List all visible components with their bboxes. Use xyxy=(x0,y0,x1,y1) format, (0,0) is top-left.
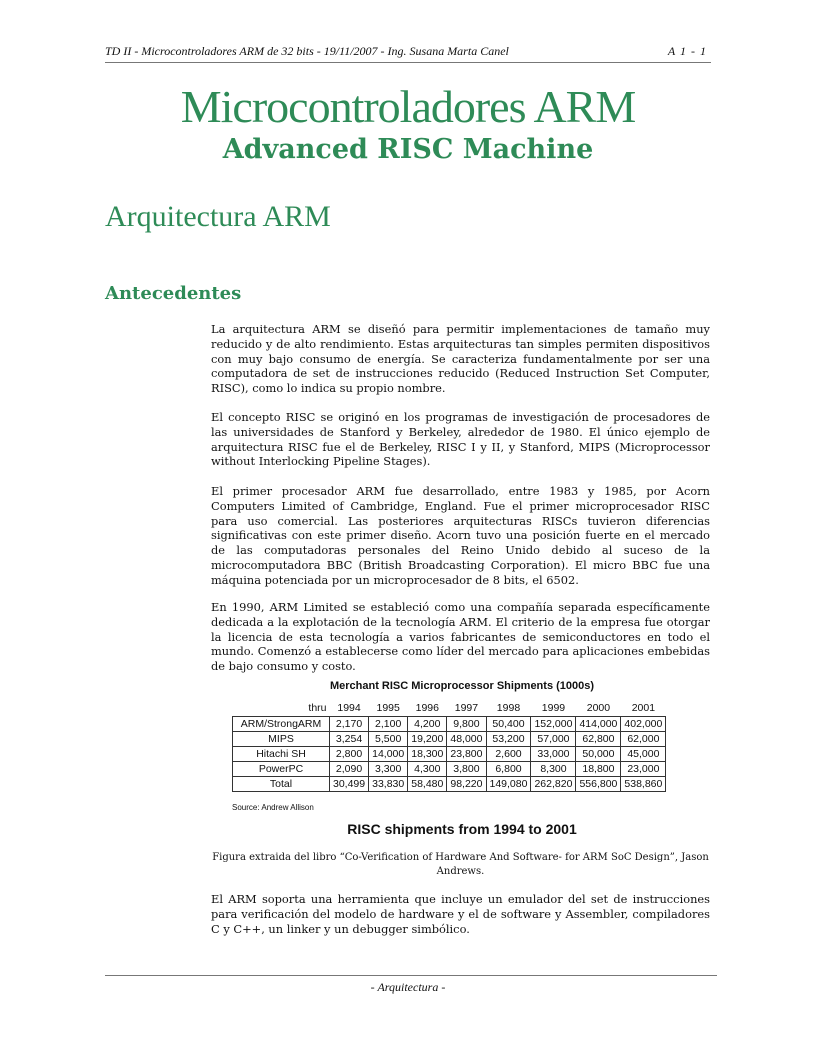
table-cell: 33,000 xyxy=(531,747,576,762)
table-cell: 50,000 xyxy=(576,747,621,762)
table-cell: 30,499 xyxy=(330,777,369,792)
table-cell: 8,300 xyxy=(531,762,576,777)
table-cell: 538,860 xyxy=(621,777,666,792)
row-label: MIPS xyxy=(233,732,330,747)
year-header: 2001 xyxy=(631,702,656,714)
table-cell: 62,800 xyxy=(576,732,621,747)
table-cell: 23,800 xyxy=(447,747,486,762)
row-label: Total xyxy=(233,777,330,792)
table-cell: 19,200 xyxy=(408,732,447,747)
year-header: 2000 xyxy=(586,702,611,714)
document-subtitle: Advanced RISC Machine xyxy=(222,134,594,165)
table-row xyxy=(233,762,666,777)
table-cell: 58,480 xyxy=(408,777,447,792)
subsection-heading: Antecedentes xyxy=(105,283,242,304)
paragraph: El primer procesador ARM fue desarrollado, entre 1983 y 1985, por Acorn Computers Limited of Cambridge, England. Fue el primer microprocesador RISC para uso comercial. Las posteriores arquitecturas RISCs tuvieron diferencias significativas con este primer diseño. Acorn tuvo una posición fuerte en el mercado de las computadoras personales del Reino Unido debido al suceso de la microcomputadora BBC (British Broadcasting Corporation). El micro BBC fue una máquina potenciada por un microprocesador de 8 bits, el 6502. xyxy=(211,484,710,587)
table-cell: 152,000 xyxy=(531,717,576,732)
shipments-table xyxy=(232,700,666,792)
table-cell: 2,600 xyxy=(486,747,531,762)
table-cell: 5,500 xyxy=(369,732,408,747)
table-cell: 18,800 xyxy=(576,762,621,777)
row-label: Hitachi SH xyxy=(233,747,330,762)
table-cell: 50,400 xyxy=(486,717,531,732)
table-cell: 556,800 xyxy=(576,777,621,792)
figure-source: Source: Andrew Allison xyxy=(232,803,314,812)
page-footer: - Arquitectura - xyxy=(370,980,446,994)
table-cell: 9,800 xyxy=(447,717,486,732)
table-cell: 33,830 xyxy=(369,777,408,792)
paragraph: El concepto RISC se originó en los programas de investigación de procesadores de las universidades de Stanford y Berkeley, alrededor de 1980. El único ejemplo de arquitectura RISC fue el de Berkeley, RISC I y II, y Stanford, MIPS (Microprocessor without Interlocking Pipeline Stages). xyxy=(211,410,710,469)
table-cell: 48,000 xyxy=(447,732,486,747)
table-cell: 57,000 xyxy=(531,732,576,747)
figure-title: Merchant RISC Microprocessor Shipments (1000s) xyxy=(329,680,595,692)
figure-subtitle: RISC shipments from 1994 to 2001 xyxy=(347,821,577,837)
table-cell: 3,300 xyxy=(369,762,408,777)
table-cell: 62,000 xyxy=(621,732,666,747)
section-heading: Arquitectura ARM xyxy=(105,200,331,233)
year-header: 1996 xyxy=(415,702,439,714)
row-label: ARM/StrongARM xyxy=(233,717,330,732)
header-left-text: TD II - Microcontroladores ARM de 32 bits - 19/11/2007 - Ing. Susana Marta Canel xyxy=(105,44,509,58)
row-label: PowerPC xyxy=(233,762,330,777)
table-cell: 2,800 xyxy=(330,747,369,762)
table-header-row xyxy=(233,700,666,717)
table-cell: 414,000 xyxy=(576,717,621,732)
footer-divider xyxy=(105,975,717,976)
table-cell: 23,000 xyxy=(621,762,666,777)
table-cell: 3,254 xyxy=(330,732,369,747)
page-number: A 1 - 1 xyxy=(667,44,707,58)
table-cell: 2,170 xyxy=(330,717,369,732)
table-cell: 402,000 xyxy=(621,717,666,732)
year-header: 1999 xyxy=(541,702,566,714)
page-header xyxy=(105,44,711,63)
table-row xyxy=(233,717,666,732)
paragraph: En 1990, ARM Limited se estableció como una compañía separada específicamente dedicada a la explotación de la tecnología ARM. El criterio de la empresa fue otorgar la licencia de esta tecnología a varios fabricantes de semiconductores en todo el mundo. Comenzó a establecerse como líder del mercado para aplicaciones embebidas de bajo consumo y costo. xyxy=(211,600,710,674)
table-cell: 14,000 xyxy=(369,747,408,762)
table-cell: 3,800 xyxy=(447,762,486,777)
year-header: 1995 xyxy=(376,702,400,714)
year-header: 1997 xyxy=(454,702,479,714)
table-cell: 98,220 xyxy=(447,777,486,792)
paragraph: La arquitectura ARM se diseñó para permitir implementaciones de tamaño muy reducido y de alto rendimiento. Estas arquitecturas tan simples permiten dispositivos con muy bajo consumo de energía. Se caracteriza fundamentalmente por ser una computadora de set de instrucciones reducido (Reduced Instruction Set Computer, RISC), como lo indica su propio nombre. xyxy=(211,322,710,396)
year-header: 1998 xyxy=(496,702,521,714)
year-header: 1994 xyxy=(337,702,361,714)
table-cell: 53,200 xyxy=(486,732,531,747)
table-cell: 149,080 xyxy=(486,777,531,792)
table-row xyxy=(233,732,666,747)
thru-label: thru xyxy=(308,702,327,714)
table-cell: 4,300 xyxy=(408,762,447,777)
paragraph: El ARM soporta una herramienta que incluye un emulador del set de instrucciones para verificación del modelo de hardware y el de software y Assembler, compiladores C y C++, un linker y un debugger simbólico. xyxy=(211,892,710,936)
table-cell: 4,200 xyxy=(408,717,447,732)
table-cell: 6,800 xyxy=(486,762,531,777)
table-row xyxy=(233,747,666,762)
table-cell: 18,300 xyxy=(408,747,447,762)
table-row-total xyxy=(233,777,666,792)
table-cell: 45,000 xyxy=(621,747,666,762)
document-title: Microcontroladores ARM xyxy=(180,81,636,132)
table-cell: 2,090 xyxy=(330,762,369,777)
table-cell: 262,820 xyxy=(531,777,576,792)
figure-caption: Figura extraida del libro “Co-Verification of Hardware And Software- for ARM SoC Design”, Jason Andrews. xyxy=(212,852,709,877)
table-cell: 2,100 xyxy=(369,717,408,732)
